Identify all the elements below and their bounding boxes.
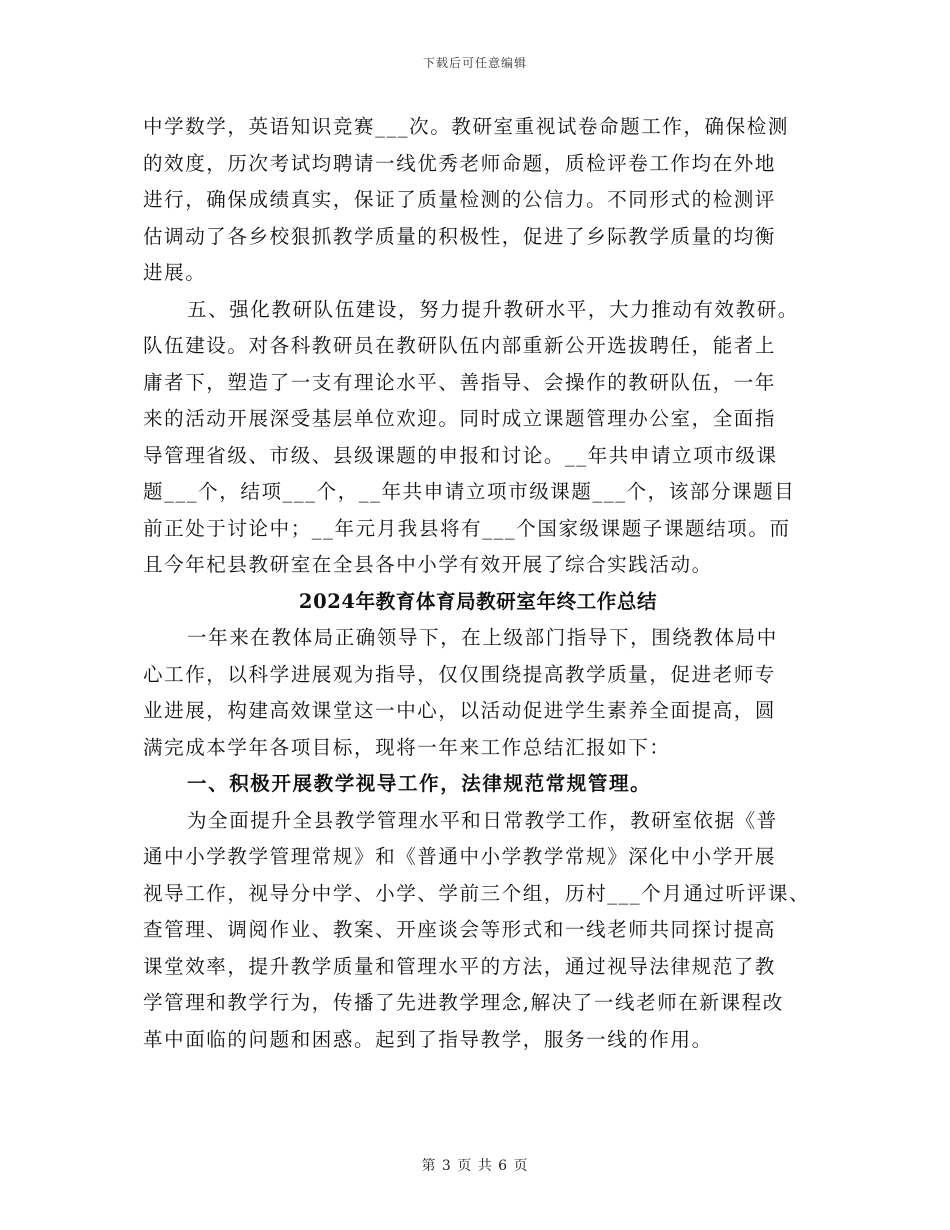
text-line: 查管理、调阅作业、教案、开座谈会等形式和一线老师共同探讨提高: [143, 918, 777, 941]
text-line: 学管理和教学行为，传播了先进教学理念,解决了一线老师在新课程改: [143, 991, 784, 1014]
text-line: 庸者下，塑造了一支有理论水平、善指导、会操作的教研队伍，一年: [143, 370, 777, 394]
text-line: 满完成本学年各项目标，现将一年来工作总结汇报如下：: [143, 735, 671, 759]
text-line: 题___个，结项___个，__年共申请立项市级课题___个，该部分课题目: [143, 480, 796, 503]
text-line: 视导工作，视导分中学、小学、学前三个组，历村___个月通过听评课、: [143, 881, 811, 905]
document-title: 2024年教育体育局教研室年终工作总结: [298, 589, 658, 613]
section-one-heading: 一、积极开展教学视导工作，法律规范常规管理。: [187, 772, 652, 795]
text-line: 业进展，构建高效课堂这一中心，以活动促进学生素养全面提高，圆: [143, 699, 777, 722]
text-line: 为全面提升全县教学管理水平和日常教学工作，教研室依据《普: [187, 808, 778, 832]
text-line: 进展。: [143, 261, 207, 284]
text-line: 且今年杞县教研室在全县各中小学有效开展了综合实践活动。: [143, 553, 713, 576]
text-line: 来的活动开展深受基层单位欢迎。同时成立课题管理办公室，全面指: [143, 407, 777, 430]
page-number: 第 3 页 共 6 页: [421, 1158, 529, 1174]
document-body: [143, 109, 813, 1058]
text-line: 进行，确保成绩真实，保证了质量检测的公信力。不同形式的检测评: [143, 188, 777, 211]
text-line: 前正处于讨论中；__年元月我县将有___个国家级课题子课题结项。而: [143, 516, 791, 540]
download-note: 下载后可任意编辑: [422, 56, 527, 70]
text-line: 估调动了各乡校狠抓教学质量的积极性，促进了乡际教学质量的均衡: [143, 224, 777, 248]
text-line: 队伍建设。对各科教研员在教研队伍内部重新公开选拔聘任，能者上: [143, 334, 777, 357]
text-line: 中学数学，英语知识竞赛___次。教研室重视试卷命题工作，确保检测: [143, 115, 789, 138]
text-line: 的效度，历次考试均聘请一线优秀老师命题，质检评卷工作均在外地: [143, 151, 777, 175]
text-line: 一年来在教体局正确领导下，在上级部门指导下，围绕教体局中: [187, 626, 778, 649]
section-five-heading: 五、强化教研队伍建设，努力提升教研水平，大力推动有效教研。: [187, 297, 799, 321]
text-line: 通中小学教学管理常规》和《普通中小学教学常规》深化中小学开展: [143, 845, 777, 868]
text-line: 导管理省级、市级、县级课题的申报和讨论。__年共申请立项市级课: [143, 443, 778, 467]
text-line: 革中面临的问题和困惑。起到了指导教学，服务一线的作用。: [143, 1027, 713, 1051]
text-line: 课堂效率，提升教学质量和管理水平的方法，通过视导法律规范了教: [143, 954, 777, 978]
text-line: 心工作，以科学进展观为指导，仅仅围绕提高教学质量，促进老师专: [143, 662, 777, 686]
